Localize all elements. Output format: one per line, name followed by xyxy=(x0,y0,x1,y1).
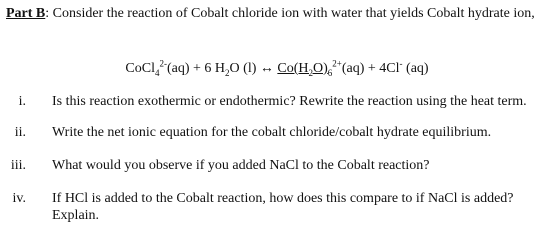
question-text: Is this reaction exothermic or endothermic? Rewrite the reaction using the heat term. xyxy=(52,94,527,109)
question-text: Write the net ionic equation for the cobalt chloride/cobalt hydrate equilibrium. xyxy=(52,125,492,140)
eq-product1-sup: 2+ xyxy=(332,58,342,69)
eq-product2-sup: - xyxy=(399,58,403,69)
intro-paragraph xyxy=(6,5,546,22)
eq-product1-sub2: 6 xyxy=(327,67,333,78)
intro-text: : Consider the reaction of Cobalt chloride ion with water that yields Cobalt hydrate ion, xyxy=(45,6,535,21)
equilibrium-arrow-icon: ↔ xyxy=(259,61,274,76)
question-number: ii. xyxy=(14,125,26,140)
question-text: If HCl is added to the Cobalt reaction, how does this compare to if NaCl is added? Explain. xyxy=(52,191,514,223)
eq-product1-state: (aq) + 4Cl xyxy=(341,61,400,76)
eq-reactant1-state: (aq) + 6 H xyxy=(167,61,226,76)
eq-product2-state: (aq) xyxy=(402,61,429,76)
eq-product1-sub1: 2 xyxy=(308,67,313,78)
reaction-equation xyxy=(0,60,554,77)
eq-water-sub: 2 xyxy=(225,67,230,78)
eq-reactant1-sub: 4 xyxy=(155,67,160,78)
question-number: i. xyxy=(18,94,26,109)
question-text: What would you observe if you added NaCl to the Cobalt reaction? xyxy=(52,158,430,173)
eq-product1-b: O) xyxy=(313,61,328,76)
eq-water-rest: O (l) xyxy=(229,61,260,76)
eq-product1-a: Co(H xyxy=(277,61,309,76)
question-number: iv. xyxy=(12,191,26,206)
eq-reactant1: CoCl xyxy=(125,61,155,76)
eq-product1-underlined xyxy=(277,61,327,76)
question-number: iii. xyxy=(10,158,26,173)
part-label: Part B xyxy=(6,6,46,21)
eq-reactant1-sup: 2- xyxy=(159,58,167,69)
